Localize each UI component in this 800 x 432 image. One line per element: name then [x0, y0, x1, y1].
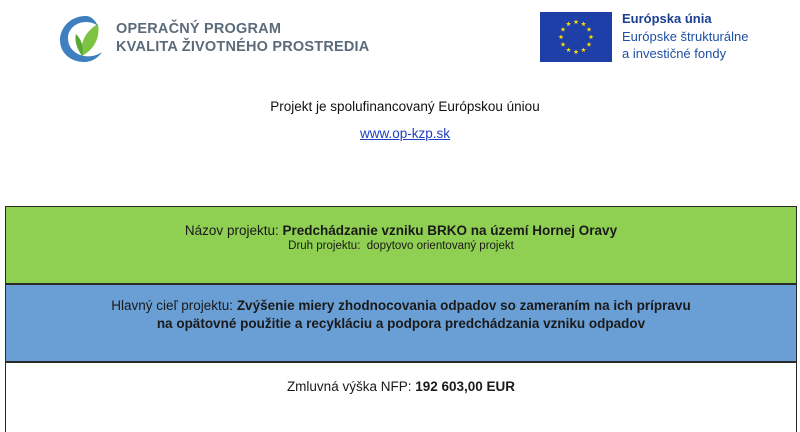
project-goal-row	[6, 285, 796, 333]
eu-line2: Európske štrukturálne	[622, 28, 749, 44]
project-type-row	[6, 240, 796, 252]
leaf-logo-icon	[56, 10, 108, 66]
project-nfp-row	[6, 363, 796, 394]
op-kzp-logo	[56, 10, 376, 66]
project-nfp-band	[5, 362, 797, 432]
project-name-band	[5, 206, 797, 284]
eu-line1: Európska únia	[622, 11, 712, 26]
eu-line3: a investičné fondy	[622, 46, 727, 61]
project-name-label: Názov projektu:	[184, 223, 279, 238]
project-name-value: Predchádzanie vzniku BRKO na území Hornej Oravy	[282, 223, 618, 238]
project-nfp-label: Zmluvná výška NFP:	[286, 379, 412, 394]
project-goal-value-line1: Zvýšenie miery zhodnocovania odpadov so zameraním na ich prípravu	[236, 298, 691, 313]
website-link[interactable]: www.op-kzp.sk	[359, 126, 451, 141]
eu-flag-icon	[540, 12, 612, 62]
project-type-label: Druh projektu:	[288, 240, 361, 252]
program-title-line2: KVALITA ŽIVOTNÉHO PROSTREDIA	[116, 39, 370, 55]
project-goal-band	[5, 284, 797, 362]
project-nfp-value: 192 603,00 EUR	[415, 379, 516, 394]
cofinance-text: Projekt je spolufinancovaný Európskou úniou	[270, 99, 540, 114]
project-goal-value-line2: na opätovné použitie a recykláciu a podpora predchádzania vzniku odpadov	[156, 316, 646, 331]
project-goal-label: Hlavný cieľ projektu:	[111, 298, 234, 313]
project-type-value: dopytovo orientovaný projekt	[366, 240, 514, 252]
program-title	[116, 20, 369, 56]
project-name-row	[6, 207, 796, 238]
program-title-line1: OPERAČNÝ PROGRAM	[116, 21, 282, 37]
eu-funds-text	[622, 10, 748, 63]
website-link-wrap	[0, 126, 800, 141]
